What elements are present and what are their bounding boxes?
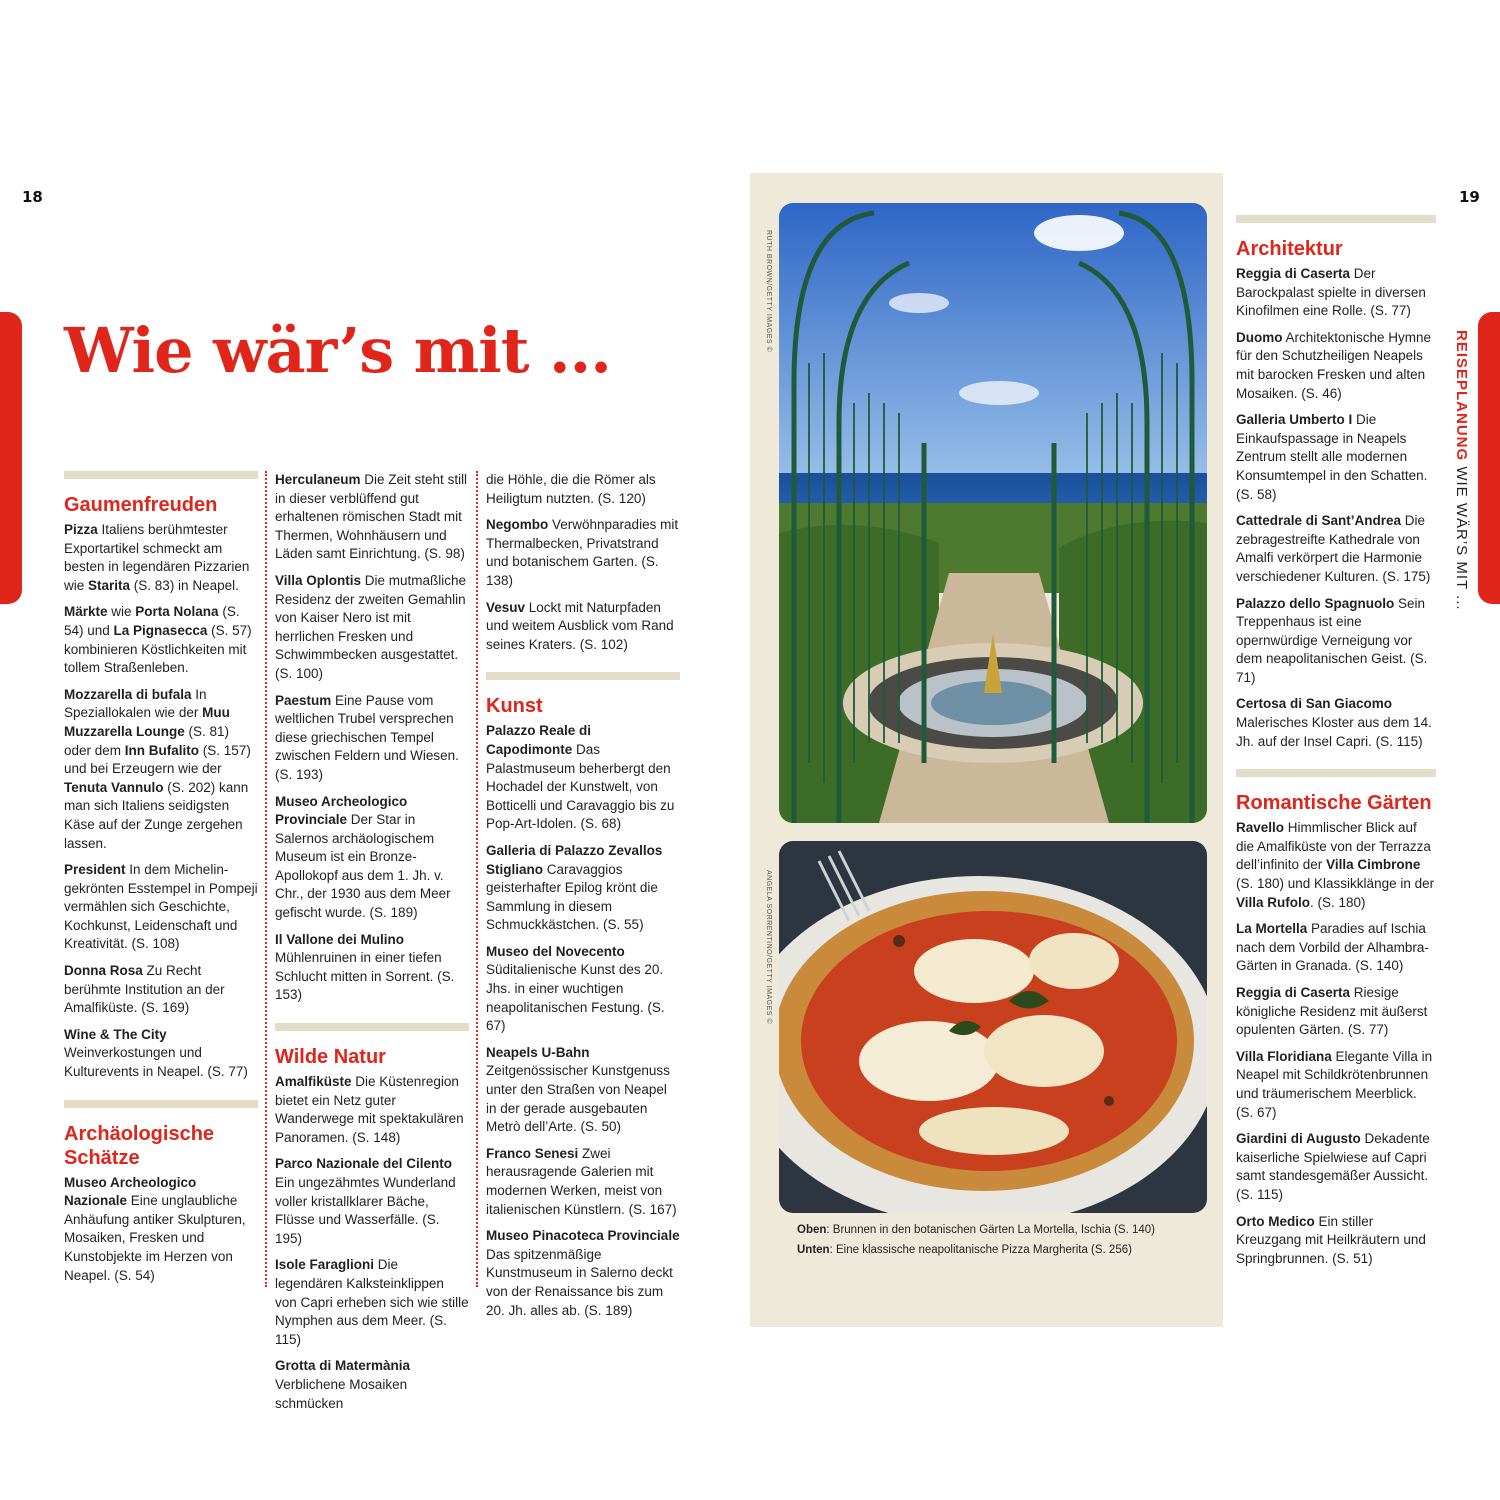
entry-name: La Pignasecca	[113, 622, 208, 638]
entry-text: Die legendären Kalksteinklippen von Capri erheben sich wie stille Nymphen aus dem Meer. (S. 115)	[275, 1257, 469, 1347]
entry-paragraph	[275, 471, 469, 564]
entry-text: (S. 83) in Neapel.	[130, 577, 239, 593]
entry-text: Weinverkostungen und Kulturevents in Neapel. (S. 77)	[64, 1045, 248, 1080]
entry-name: Negombo	[486, 517, 549, 533]
entry-paragraph	[275, 692, 469, 785]
entry-name: La Mortella	[1236, 921, 1308, 937]
section-rule	[486, 672, 680, 680]
entry-text: Der Barockpalast spielte in diversen Kinofilmen eine Rolle. (S. 77)	[1236, 266, 1426, 319]
column-3	[486, 471, 680, 1328]
entry-text: Italiens berühmtester Exportartikel schmeckt am besten in legendären Pizzarien wie	[64, 522, 250, 593]
photo-credit-top: RUTH BROWN/GETTY IMAGES ©	[765, 230, 772, 353]
entry-name: Porta Nolana	[135, 604, 219, 620]
entry-text: Süditalienische Kunst des 20. Jhs. in einer wuchtigen neapolitanischen Festung. (S. 67)	[486, 962, 665, 1034]
entry-name: Palazzo dello Spagnuolo	[1236, 595, 1395, 611]
entry-name: Amalfiküste	[275, 1074, 352, 1090]
entry-paragraph	[486, 1227, 680, 1320]
column-2	[275, 471, 469, 1421]
section-rule	[64, 1100, 258, 1108]
entry-name: Villa Rufolo	[1236, 894, 1311, 910]
caption-top-text: : Brunnen in den botanischen Gärten La Mortella, Ischia (S. 140)	[826, 1224, 1155, 1236]
entry-text: Das spitzenmäßige Kunstmuseum in Salerno deckt von der Renaissance bis zum 20. Jh. alles ab. (S. 189)	[486, 1246, 673, 1318]
entry-paragraph	[1236, 819, 1436, 912]
entry-name: Inn Bufalito	[124, 742, 200, 758]
entry-name: Orto Medico	[1236, 1213, 1315, 1229]
entry-text: Caravaggios geisterhafter Epilog krönt die Sammlung in diesem Schmuckkästchen. (S. 55)	[486, 861, 658, 933]
entry-text: Himmlischer Blick auf die Amalfiküste von der Terrazza dell’infinito der	[1236, 820, 1431, 873]
entry-paragraph	[486, 1044, 680, 1137]
entry-text: (S. 81) oder dem	[64, 723, 230, 758]
entry-name: Franco Senesi	[486, 1145, 579, 1161]
entry-text: Sein Treppenhaus ist eine opernwürdige Verneigung vor dem neapolitanischen Geist. (S. 71)	[1236, 595, 1428, 685]
entry-paragraph	[1236, 329, 1436, 403]
entry-text: (S. 157) und bei Erzeugern wie der	[64, 742, 251, 777]
chapter-tab-right	[1478, 312, 1500, 604]
entry-paragraph	[64, 861, 258, 954]
chapter-tab-left	[0, 312, 22, 604]
entry-name: Grotta di Matermània	[275, 1358, 411, 1374]
caption-bottom-label: Unten	[797, 1244, 830, 1256]
entry-paragraph	[275, 931, 469, 1005]
entry-text: Eine unglaubliche Anhäufung antiker Skulpturen, Mosaiken, Fresken und Kunstobjekte im Herzen von Neapel. (S. 54)	[64, 1193, 246, 1283]
entry-text: Die Küstenregion bietet ein Netz guter Wanderwege mit spektakulären Panoramen. (S. 148)	[275, 1074, 464, 1145]
entry-paragraph	[486, 516, 680, 590]
entry-name: Muu Muzzarella Lounge	[64, 705, 230, 739]
pizza-photo	[779, 841, 1207, 1213]
entry-text: . (S. 180)	[1310, 894, 1366, 910]
column-1	[64, 471, 258, 1293]
entry-text: Zeitgenössischer Kunstgenuss unter den Straßen von Neapel in der gerade ausgebauten Metrò dell’Arte. (S. 50)	[486, 1063, 670, 1135]
page-title: Wie wär’s mit ...	[64, 314, 611, 387]
entry-text: Der Star in Salernos archäologischem Museum ist ein Bronze-Apollokopf aus dem 1. Jh. v. Chr., der 1930 aus dem Meer gefischt wurde. (S. 189)	[275, 812, 451, 921]
entry-paragraph	[1236, 984, 1436, 1040]
entry-name: Vesuv	[486, 599, 526, 615]
entry-text: Ein ungezähmtes Wunderland voller kristallklarer Bäche, Flüsse und Wasserfälle. (S. 195)	[275, 1175, 456, 1246]
section-heading: Wilde Natur	[275, 1046, 386, 1069]
entry-name: Villa Oplontis	[275, 572, 362, 588]
column-divider	[476, 471, 478, 1287]
entry-text: Eine Pause vom weltlichen Trubel versprechen diese griechischen Tempel zwischen Feldern und Wiesen. (S. 193)	[275, 692, 459, 782]
entry-name: Pizza	[64, 522, 98, 537]
entry-name: Museo Pinacoteca Provinciale	[486, 1228, 680, 1244]
entry-name: Palazzo Reale di Capodimonte	[486, 723, 592, 757]
chapter-label	[1450, 330, 1476, 611]
entry-paragraph	[1236, 411, 1436, 504]
entry-paragraph	[275, 572, 469, 684]
entry-name: Certosa di San Giacomo	[1236, 696, 1393, 712]
entry-text: In dem Michelin-gekrönten Esstempel in Pompeji vermählen sich Geschichte, Kochkunst, Leidenschaft und Kreativität. (S. 108)	[64, 862, 258, 952]
entry-name: Villa Cimbrone	[1326, 857, 1421, 873]
chapter-label-topic: WIE WÄR’S MIT ...	[1453, 466, 1470, 611]
entry-name: Isole Faraglioni	[275, 1257, 375, 1273]
entry-name: Museo Archeologico Provinciale	[275, 793, 408, 828]
entry-paragraph	[275, 793, 469, 923]
entry-name: Villa Floridiana	[1236, 1048, 1332, 1064]
entry-paragraph	[275, 1256, 469, 1349]
entry-text: Dekadente kaiserliche Spielwiese auf Capri samt standesgemäßer Aussicht. (S. 115)	[1236, 1131, 1430, 1202]
entry-paragraph	[486, 722, 680, 834]
entry-name: Herculaneum	[275, 472, 361, 487]
entry-text: Architektonische Hymne für den Schutzheiligen Neapels mit barocken Fresken und alten Mosaiken. (S. 46)	[1236, 329, 1432, 401]
caption-top	[797, 1224, 1155, 1236]
entry-paragraph	[64, 1026, 258, 1082]
entry-paragraph	[1236, 920, 1436, 976]
entry-text: (S. 57) kombinieren Köstlichkeiten mit tollem Straßenleben.	[64, 622, 252, 676]
entry-name: Museo Archeologico Nazionale	[64, 1174, 197, 1209]
entry-paragraph	[275, 1357, 469, 1413]
entry-paragraph	[486, 842, 680, 935]
entry-text: Elegante Villa in Neapel mit Schildkrötenbrunnen und träumerischem Meerblick. (S. 67)	[1236, 1048, 1433, 1120]
entry-paragraph	[64, 521, 258, 595]
entry-paragraph	[486, 471, 680, 508]
entry-name: Galleria Umberto I	[1236, 412, 1353, 428]
entry-text: Die mutmaßliche Residenz der zweiten Gemahlin von Kaiser Nero ist mit herrlichen Fresken und Schwimmbecken ausgestattet. (S. 100)	[275, 572, 467, 681]
entry-text: Die zebragestreifte Kathedrale von Amalfi verkörpert die Harmonie verschiedener Kulturen. (S. 175)	[1236, 513, 1431, 584]
entry-paragraph	[486, 599, 680, 655]
entry-name: Wine & The City	[64, 1026, 167, 1042]
page-number-right: 19	[1459, 188, 1480, 206]
entry-paragraph	[1236, 695, 1436, 751]
entry-name: Tenuta Vannulo	[64, 779, 164, 795]
section-rule	[1236, 215, 1436, 223]
entry-name: Il Vallone dei Mulino	[275, 931, 405, 947]
entry-text: Zwei herausragende Galerien mit modernen Werken, meist von italienischen Künstlern. (S. 167)	[486, 1145, 677, 1217]
entry-text: Verblichene Mosaiken schmücken	[275, 1376, 408, 1411]
entry-paragraph	[275, 1155, 469, 1248]
section-heading: Romantische Gärten	[1236, 792, 1432, 815]
entry-text: Riesige königliche Residenz mit äußerst opulenten Gärten. (S. 77)	[1236, 985, 1428, 1038]
entry-paragraph	[64, 603, 258, 677]
entry-paragraph	[1236, 595, 1436, 688]
entry-name: Märkte	[64, 604, 108, 620]
entry-text: Verwöhnparadies mit Thermalbecken, Privatstrand und botanischem Garten. (S. 138)	[486, 517, 679, 588]
entry-name: Mozzarella di bufala	[64, 686, 192, 702]
entry-paragraph	[1236, 1048, 1436, 1122]
entry-name: Neapels U-Bahn	[486, 1044, 590, 1060]
entry-text: Ein stiller Kreuzgang mit Heilkräutern und Springbrunnen. (S. 51)	[1236, 1213, 1426, 1266]
entry-name: Ravello	[1236, 820, 1285, 836]
entry-name: Duomo	[1236, 329, 1283, 345]
entry-text: Die Zeit steht still in dieser verblüffend gut erhaltenen römischen Stadt mit Thermen, Wohnhäusern und Läden samt Einrichtung. (S. 98)	[275, 472, 468, 562]
entry-name: Reggia di Caserta	[1236, 266, 1351, 281]
page-number-left: 18	[22, 188, 43, 206]
entry-paragraph	[64, 686, 258, 853]
entry-name: Donna Rosa	[64, 963, 143, 979]
caption-bottom	[797, 1244, 1132, 1256]
entry-name: Museo del Novecento	[486, 943, 625, 959]
entry-paragraph	[1236, 265, 1436, 321]
garden-fountain-photo	[779, 203, 1207, 823]
entry-paragraph	[486, 1145, 680, 1219]
entry-name: Starita	[88, 577, 131, 593]
section-heading: Kunst	[486, 695, 543, 718]
entry-text: (S. 54) und	[64, 604, 240, 638]
caption-bottom-text: : Eine klassische neapolitanische Pizza Margherita (S. 256)	[829, 1244, 1132, 1256]
entry-name: President	[64, 862, 126, 878]
entry-name: Galleria di Palazzo Zevallos Stigliano	[486, 842, 663, 877]
section-rule	[275, 1023, 469, 1031]
section-heading: Gaumenfreuden	[64, 494, 218, 516]
entry-text: die Höhle, die die Römer als Heiligtum nutzten. (S. 120)	[486, 472, 656, 506]
section-heading: Archäologische Schätze	[64, 1122, 215, 1169]
photo-credit-bottom: ANGELA SORRENTINO/GETTY IMAGES ©	[765, 870, 772, 1025]
entry-paragraph	[275, 1073, 469, 1147]
entry-paragraph	[1236, 1130, 1436, 1204]
entry-name: Paestum	[275, 692, 332, 708]
caption-top-label: Oben	[797, 1224, 827, 1236]
section-rule	[64, 471, 258, 479]
section-heading: Architektur	[1236, 238, 1343, 260]
entry-text: Paradies auf Ischia nach dem Vorbild der Alhambra-Gärten in Granada. (S. 140)	[1236, 921, 1429, 974]
entry-paragraph	[1236, 512, 1436, 586]
column-divider	[265, 471, 267, 1287]
entry-text: Das Palastmuseum beherbergt den Hochadel der Kunstwelt, von Botticelli und Caravaggio bis zu Pop-Art-Idolen. (S. 68)	[486, 741, 675, 832]
entry-paragraph	[64, 962, 258, 1018]
entry-text: Lockt mit Naturpfaden und weitem Ausblick vom Rand seines Kraters. (S. 102)	[486, 599, 674, 652]
entry-name: Parco Nazionale del Cilento	[275, 1156, 453, 1172]
chapter-label-section: REISEPLANUNG	[1453, 330, 1470, 462]
entry-text: (S. 202) kann man sich Italiens seidigsten Käse auf der Zunge zergehen lassen.	[64, 779, 249, 851]
entry-paragraph	[1236, 1213, 1436, 1269]
entry-text: Mühlenruinen in einer tiefen Schlucht mitten in Sorrent. (S. 153)	[275, 950, 455, 1003]
entry-text: Die Einkaufspassage in Neapels Zentrum stellt alle modernen Konsumtempel in den Schatten. (S. 58)	[1236, 412, 1428, 502]
entry-text: (S. 180) und Klassikklänge in der	[1236, 876, 1435, 892]
column-4	[1236, 215, 1436, 1276]
entry-paragraph	[486, 943, 680, 1036]
entry-paragraph	[64, 1174, 258, 1286]
entry-text: Zu Recht berühmte Institution an der Amalfiküste. (S. 169)	[64, 963, 225, 1016]
entry-name: Reggia di Caserta	[1236, 985, 1351, 1000]
entry-text: In Speziallokalen wie der	[64, 686, 207, 721]
entry-text: Malerisches Kloster aus dem 14. Jh. auf der Insel Capri. (S. 115)	[1236, 715, 1432, 749]
section-rule	[1236, 769, 1436, 777]
entry-text: wie	[107, 604, 136, 620]
entry-name: Cattedrale di Sant’Andrea	[1236, 513, 1402, 529]
entry-name: Giardini di Augusto	[1236, 1131, 1361, 1147]
